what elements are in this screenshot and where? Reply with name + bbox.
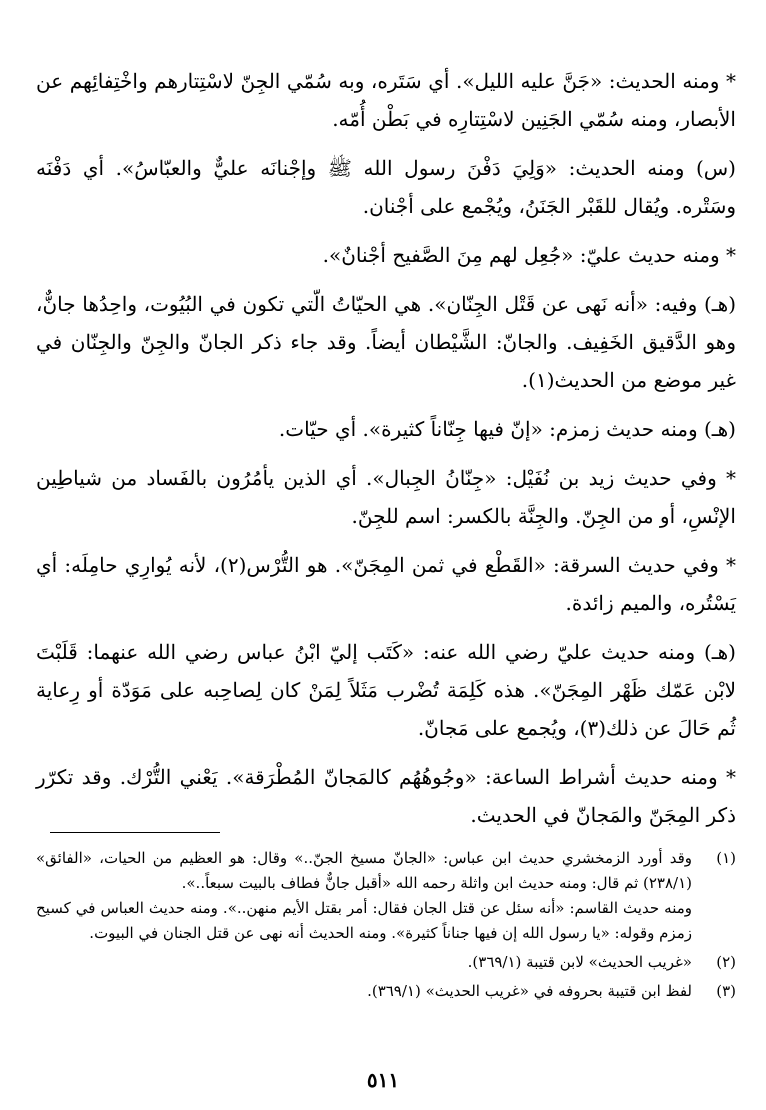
entry-paragraph: * ومنه حديث أشراط الساعة: «وجُوهُهُم كالمَجانّ المُطْرَقة». يَعْني التُّرْك. وقد تكرّر ذكر المِجَنّ والمَجانّ في الحديث. bbox=[36, 765, 736, 827]
footnote-text: ومنه حديث القاسم: «أنه سئل عن قتل الجان فقال: أمر بقتل الأيم منهن..». ومنه حديث العباس في كسيح زمزم وقوله: «يا رسول الله إن فيها جناناً كثيرة». ومنه الحديث أنه نهى عن قتل الجنان في البيوت. bbox=[36, 899, 692, 942]
footnote-body bbox=[36, 950, 692, 975]
entry-paragraph: (هـ) ومنه حديث عليّ رضي الله عنه: «كَتَب إليّ ابْنُ عباس رضي الله عنهما: قَلَبْتَ لابْن عَمّك ظَهْر المِجَنّ». هذه كَلِمَة تُضْرب مَثَلاً لِمَنْ كان لِصاحِبه على مَوَدّة أو رِعاية ثُم حَالَ عن ذلك(٣)، ويُجمع على مَجانّ. bbox=[36, 640, 736, 740]
footnote-number: (١) bbox=[716, 849, 736, 867]
entry-paragraph: * ومنه الحديث: «جَنَّ عليه الليل». أي سَتَره، وبه سُمّي الجِنّ لاسْتِتارهم واخْتِفائِهم عن الأبصار، ومنه سُمّي الجَنِين لاسْتِتارِه في بَطْن أُمّه. bbox=[36, 69, 736, 131]
entry-paragraph: (س) ومنه الحديث: «وَلِيَ دَفْنَ رسول الله ﷺ وإجْنانَه عليٌّ والعبّاسُ». أي دَفْنَه وسَتْره. ويُقال للقَبْر الجَنَنُ، ويُجْمع على أجْنان. bbox=[36, 156, 736, 218]
footnote-3 bbox=[36, 979, 736, 1004]
entry-paragraph: * وفي حديث السرقة: «القَطْع في ثمن المِجَنّ». هو التُّرْس(٢)، لأنه يُوارِي حامِلَه: أي يَسْتُره، والميم زائدة. bbox=[36, 553, 736, 615]
footnote-2 bbox=[36, 950, 736, 975]
main-text bbox=[36, 62, 736, 845]
entry-paragraph: (هـ) وفيه: «أنه نَهى عن قَتْل الجِنّان». هي الحيّاتُ الّتي تكون في البُيُوت، واحِدُها جانٌّ، وهو الدَّقيق الخَفِيف. والجانّ: الشَّيْطان أيضاً. وقد جاء ذكر الجانّ والجِنّ والجِنّان في غير موضع من الحديث(١). bbox=[36, 292, 736, 392]
footnote-body bbox=[36, 979, 692, 1004]
footnote-divider bbox=[50, 832, 220, 833]
footnote-text: لفظ ابن قتيبة بحروفه في «غريب الحديث» (٣٦٩/١). bbox=[367, 982, 692, 1000]
footnote-text: وقد أورد الزمخشري حديث ابن عباس: «الجانّ مسيخ الجنّ..» وقال: هو العظيم من الحيات، «الفائق» (٢٣٨/١) ثم قال: ومنه حديث ابن واثلة رحمه الله «أقبل جانٌّ فطاف بالبيت سبعاً..». bbox=[36, 849, 692, 892]
footnote-number: (٣) bbox=[716, 982, 736, 1000]
footnote-body bbox=[36, 846, 692, 946]
entry-paragraph: * ومنه حديث عليّ: «جُعِل لهم مِنَ الصَّفيح أجْنانٌ». bbox=[322, 243, 736, 267]
footnote-1 bbox=[36, 846, 736, 946]
footnote-text: «غريب الحديث» لابن قتيبة (٣٦٩/١). bbox=[467, 953, 692, 971]
page-number: ٥١١ bbox=[366, 1068, 400, 1092]
entry-paragraph: * وفي حديث زيد بن نُفَيْل: «جِنّانُ الجِبال». أي الذين يأمُرُون بالفَساد من شياطِين الإنْسِ، أو من الجِنّ. والجِنَّة بالكسر: اسم للجِنّ. bbox=[36, 466, 736, 528]
entry-paragraph: (هـ) ومنه حديث زمزم: «إنّ فيها جِنّاناً كثيرة». أي حيّات. bbox=[278, 417, 736, 441]
footnotes bbox=[36, 846, 736, 1008]
footnote-number: (٢) bbox=[716, 953, 736, 971]
